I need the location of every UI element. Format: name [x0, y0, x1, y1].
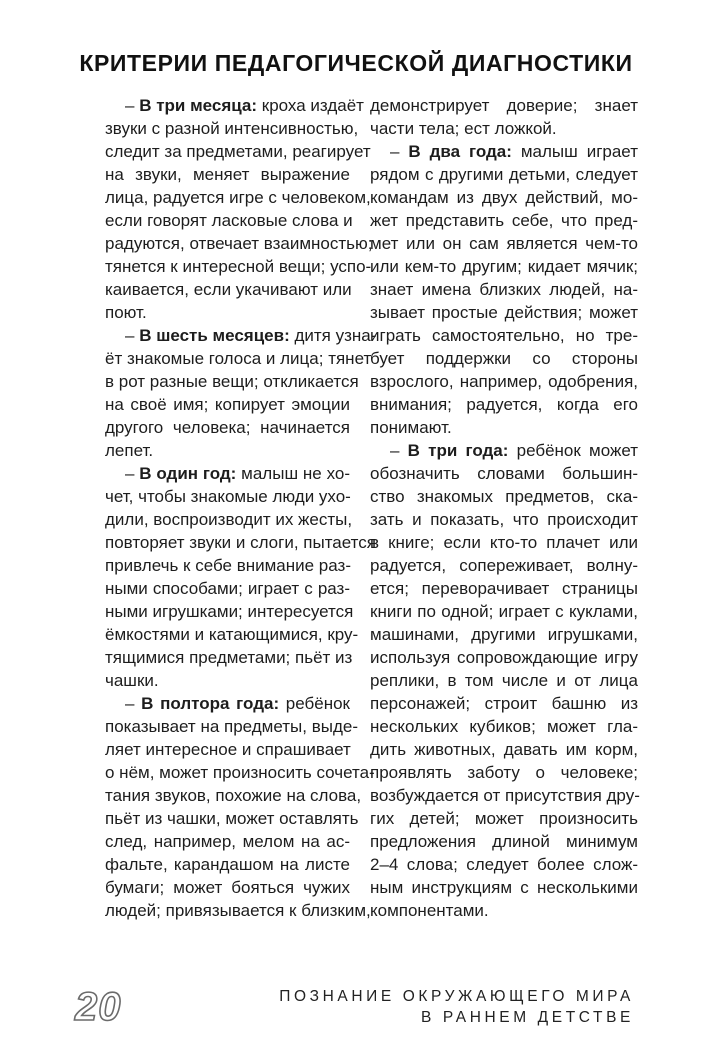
text-line: нескольких кубиков; может гла- — [370, 717, 638, 736]
text-column-left — [105, 94, 377, 922]
text-line: знает имена близких людей, на- — [370, 280, 638, 299]
text-line: если говорят ласковые слова и — [105, 211, 353, 230]
text-line: или кем-то другим; кидает мячик; — [370, 257, 638, 276]
text-line: понимают. — [370, 418, 452, 437]
running-footer — [279, 986, 634, 1028]
text-line: – В шесть месяцев: дитя узна- — [125, 326, 377, 345]
text-line: реплики, в том числе и от лица — [370, 671, 638, 690]
section-heading: В полтора года: — [141, 694, 280, 713]
text-line: ёт знакомые голоса и лица; тянет — [105, 349, 372, 368]
text-line: зывает простые действия; может — [370, 303, 638, 322]
text-line: дить животных, давать им корм, — [370, 740, 638, 759]
page-number: 20 — [75, 985, 122, 1029]
text-line: звуки с разной интенсивностью, — [105, 119, 359, 138]
text-line: зать и показать, что происходит — [370, 510, 638, 529]
section-heading: В один год: — [139, 464, 237, 483]
text-line: лепет. — [105, 441, 154, 460]
text-line: чет, чтобы знакомые люди ухо- — [105, 487, 351, 506]
text-line: на звуки, меняет выражение — [105, 165, 350, 184]
section-heading: В шесть месяцев: — [139, 326, 290, 345]
text-line: – В три года: ребёнок может — [390, 441, 639, 460]
text-line: 2–4 слова; следует более слож- — [370, 855, 638, 874]
text-line: тания звуков, похожие на слова, — [105, 786, 362, 805]
text-line: демонстрирует доверие; знает — [370, 96, 638, 115]
section-heading: В три года: — [407, 441, 509, 460]
text-column-right — [370, 94, 638, 922]
text-line: – В два года: малыш играет — [390, 142, 638, 161]
text-line: след, например, мелом на ас- — [105, 832, 350, 851]
text-line: дили, воспроизводит их жесты, — [105, 510, 353, 529]
text-line: возбуждается от присутствия дру- — [370, 786, 640, 805]
text-line: жет представить себе, что пред- — [370, 211, 638, 230]
text-line: ляет интересное и спрашивает — [105, 740, 351, 759]
footer-line-2: В РАННЕМ ДЕТСТВЕ — [421, 1009, 634, 1026]
footer-line-1: ПОЗНАНИЕ ОКРУЖАЮЩЕГО МИРА — [279, 988, 634, 1005]
text-line: мет или он сам является чем-то — [370, 234, 638, 253]
text-line: на своё имя; копирует эмоции — [105, 395, 350, 414]
text-line: другого человека; начинается — [105, 418, 350, 437]
text-line: играть самостоятельно, но тре- — [370, 326, 638, 345]
text-line: тянется к интересной вещи; успо- — [105, 257, 372, 276]
text-line: предложения длиной минимум — [370, 832, 638, 851]
text-line: ными способами; играет с раз- — [105, 579, 350, 598]
text-line: чашки. — [105, 671, 159, 690]
text-line: бует поддержки со стороны — [370, 349, 638, 368]
text-line: обозначить словами большин- — [370, 464, 638, 483]
text-line: о нём, может произносить сочета- — [105, 763, 375, 782]
text-line: книги по одной; играет с куклами, — [370, 602, 638, 621]
text-line: радуются, отвечает взаимностью; — [105, 234, 373, 253]
text-line: – В три месяца: кроха издаёт — [125, 96, 364, 115]
text-line: взрослого, например, одобрения, — [370, 372, 638, 391]
text-line: командам из двух действий, мо- — [370, 188, 638, 207]
text-line: ными игрушками; интересуется — [105, 602, 354, 621]
text-line: ным инструкциям с несколькими — [370, 878, 638, 897]
text-line: машинами, другими игрушками, — [370, 625, 638, 644]
text-line: – В полтора года: ребёнок — [125, 694, 350, 713]
text-line: – В один год: малыш не хо- — [125, 464, 350, 483]
text-line: лица, радуется игре с человеком, — [105, 188, 371, 207]
text-line: компонентами. — [370, 901, 489, 920]
text-line: показывает на предметы, выде- — [105, 717, 358, 736]
text-line: людей; привязывается к близким, — [105, 901, 371, 920]
section-heading: В три месяца: — [139, 96, 258, 115]
text-line: персонажей; строит башню из — [370, 694, 638, 713]
text-line: части тела; ест ложкой. — [370, 119, 557, 138]
text-line: в книге; если кто-то плачет или — [370, 533, 638, 552]
text-line: тящимися предметами; пьёт из — [105, 648, 353, 667]
text-line: следит за предметами, реагирует — [105, 142, 371, 161]
text-line: проявлять заботу о человеке; — [370, 763, 638, 782]
text-line: в рот разные вещи; откликается — [105, 372, 359, 391]
text-line: используя сопровождающие игру — [370, 648, 638, 667]
section-heading: В два года: — [408, 142, 512, 161]
text-line: ёмкостями и катающимися, кру- — [105, 625, 359, 644]
text-line: внимания; радуется, когда его — [370, 395, 638, 414]
text-line: рядом с другими детьми, следует — [370, 165, 638, 184]
text-line: ство знакомых предметов, ска- — [370, 487, 638, 506]
text-line: ется; переворачивает страницы — [370, 579, 638, 598]
text-line: бумаги; может бояться чужих — [105, 878, 350, 897]
text-line: каивается, если укачивают или — [105, 280, 352, 299]
page-title: КРИТЕРИИ ПЕДАГОГИЧЕСКОЙ ДИАГНОСТИКИ — [79, 50, 633, 76]
text-line: радуется, сопереживает, волну- — [370, 556, 638, 575]
text-line: гих детей; может произносить — [370, 809, 638, 828]
text-line: повторяет звуки и слоги, пытается — [105, 533, 376, 552]
text-line: привлечь к себе внимание раз- — [105, 556, 351, 575]
text-line: пьёт из чашки, может оставлять — [105, 809, 359, 828]
text-line: поют. — [105, 303, 147, 322]
text-line: фальте, карандашом на листе — [105, 855, 350, 874]
